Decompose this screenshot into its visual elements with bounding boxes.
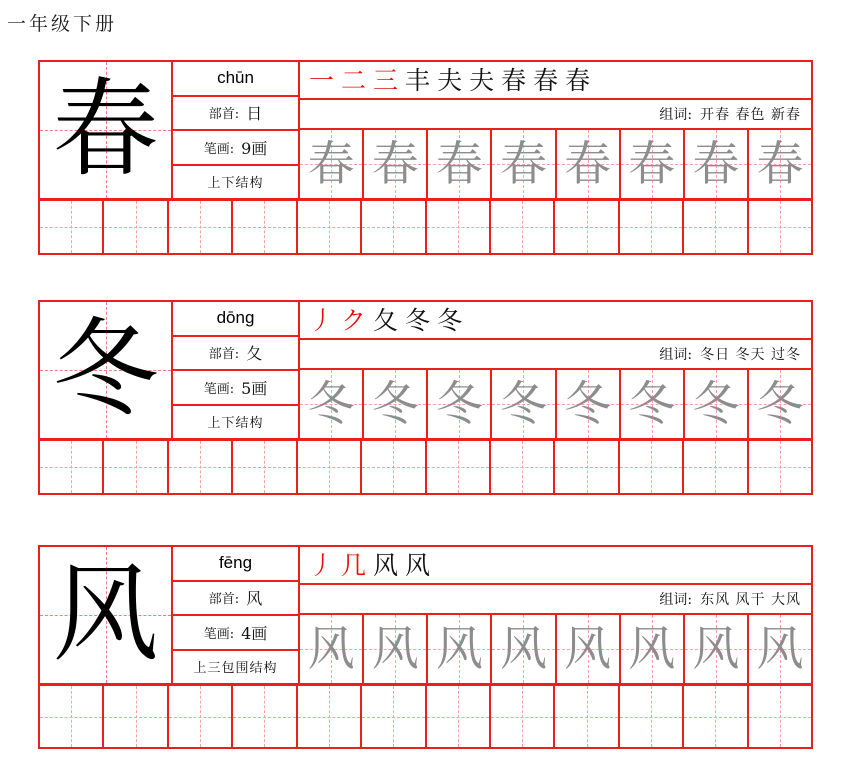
horizontal-guideline: [169, 227, 231, 228]
character-block: [38, 60, 813, 255]
empty-cell: [231, 201, 295, 253]
trace-character: 风: [499, 621, 547, 677]
horizontal-guideline: [104, 717, 166, 718]
page-title: 一年级下册: [7, 13, 118, 35]
trace-practice-row: [300, 613, 811, 683]
trace-character: 春: [692, 136, 740, 192]
structure-text: 上下结构: [173, 164, 298, 199]
trace-character: 春: [499, 136, 547, 192]
stroke-step: 一: [309, 65, 335, 95]
stroke-step: 风: [405, 550, 431, 580]
horizontal-guideline: [555, 227, 617, 228]
radical-row: [173, 580, 298, 615]
horizontal-guideline: [40, 467, 102, 468]
trace-character: 风: [692, 621, 740, 677]
horizontal-guideline: [620, 717, 682, 718]
stroke-step: 三: [373, 65, 399, 95]
trace-character: 风: [435, 621, 483, 677]
trace-cell: [683, 615, 747, 683]
trace-cell: [300, 615, 362, 683]
trace-cell: [362, 370, 426, 438]
empty-cell: [489, 201, 553, 253]
horizontal-guideline: [684, 717, 746, 718]
trace-cell: [747, 130, 811, 198]
character-block: [38, 300, 813, 495]
radical-value: 风: [246, 589, 263, 609]
trace-cell: [426, 130, 490, 198]
stroke-count-row: [173, 129, 298, 164]
pinyin-text: fēng: [218, 553, 253, 573]
horizontal-guideline: [620, 467, 682, 468]
horizontal-guideline: [298, 227, 360, 228]
horizontal-guideline: [40, 227, 102, 228]
stroke-count-label: 笔画:: [203, 381, 235, 397]
block-main-row: [40, 302, 811, 438]
horizontal-guideline: [491, 467, 553, 468]
stroke-count-value: 9画: [241, 138, 268, 158]
horizontal-guideline: [362, 227, 424, 228]
empty-cell: [102, 441, 166, 493]
stroke-step: 夂: [373, 305, 399, 335]
empty-cell: [425, 201, 489, 253]
stroke-step: 丿: [309, 305, 335, 335]
trace-character: 冬: [564, 376, 612, 432]
empty-cell: [360, 686, 424, 747]
empty-cell: [40, 686, 102, 747]
stroke-step: 夫: [437, 65, 463, 95]
block-main-row: [40, 62, 811, 198]
trace-cell: [300, 130, 362, 198]
stroke-step: 几: [341, 550, 367, 580]
trace-character: 冬: [307, 376, 355, 432]
trace-cell: [619, 130, 683, 198]
empty-cell: [167, 686, 231, 747]
stroke-count-label: 笔画:: [203, 626, 235, 642]
structure-text: 上三包围结构: [173, 649, 298, 684]
trace-character: 冬: [499, 376, 547, 432]
trace-cell: [426, 370, 490, 438]
empty-cell: [167, 441, 231, 493]
empty-practice-row: [40, 438, 811, 493]
radical-row: [173, 95, 298, 130]
stroke-step: 丿: [309, 550, 335, 580]
horizontal-guideline: [298, 717, 360, 718]
radical-label: 部首:: [208, 107, 240, 123]
horizontal-guideline: [620, 227, 682, 228]
empty-cell: [425, 441, 489, 493]
info-column: [171, 302, 298, 438]
trace-cell: [426, 615, 490, 683]
horizontal-guideline: [362, 717, 424, 718]
horizontal-guideline: [427, 227, 489, 228]
horizontal-guideline: [427, 717, 489, 718]
empty-cell: [360, 201, 424, 253]
trace-character: 冬: [692, 376, 740, 432]
stroke-count-value: 5画: [241, 378, 268, 398]
horizontal-guideline: [749, 467, 811, 468]
main-character-cell: [40, 547, 171, 683]
words-row: [300, 338, 811, 368]
words-list: 冬日 冬天 过冬: [700, 347, 801, 363]
horizontal-guideline: [104, 227, 166, 228]
horizontal-guideline: [684, 227, 746, 228]
horizontal-guideline: [233, 467, 295, 468]
trace-practice-row: [300, 368, 811, 438]
trace-cell: [490, 370, 554, 438]
empty-cell: [682, 201, 746, 253]
empty-cell: [296, 441, 360, 493]
horizontal-guideline: [555, 717, 617, 718]
empty-cell: [747, 686, 811, 747]
trace-cell: [362, 130, 426, 198]
structure-text: 上下结构: [173, 404, 298, 439]
stroke-step: 春: [501, 65, 527, 95]
horizontal-guideline: [749, 227, 811, 228]
main-character: 风: [52, 553, 159, 676]
words-row: [300, 583, 811, 613]
words-label: 组词:: [659, 592, 693, 608]
empty-practice-row: [40, 198, 811, 253]
trace-character: 春: [371, 136, 419, 192]
words-list: 开春 春色 新春: [700, 107, 801, 123]
trace-character: 风: [756, 621, 804, 677]
horizontal-guideline: [298, 467, 360, 468]
character-block: [38, 545, 813, 749]
trace-cell: [747, 370, 811, 438]
horizontal-guideline: [684, 467, 746, 468]
empty-cell: [553, 686, 617, 747]
trace-cell: [683, 130, 747, 198]
empty-cell: [553, 441, 617, 493]
main-character-cell: [40, 302, 171, 438]
empty-cell: [102, 686, 166, 747]
trace-character: 冬: [756, 376, 804, 432]
words-label: 组词:: [659, 107, 693, 123]
horizontal-guideline: [40, 717, 102, 718]
empty-cell: [489, 441, 553, 493]
horizontal-guideline: [233, 717, 295, 718]
trace-character: 冬: [435, 376, 483, 432]
right-column: [298, 62, 811, 198]
trace-practice-row: [300, 128, 811, 198]
horizontal-guideline: [555, 467, 617, 468]
empty-cell: [682, 441, 746, 493]
trace-cell: [490, 130, 554, 198]
empty-cell: [167, 201, 231, 253]
pinyin-text: dōng: [216, 308, 255, 328]
stroke-step: 春: [565, 65, 591, 95]
words-row: [300, 98, 811, 128]
stroke-count-label: 笔画:: [203, 141, 235, 157]
empty-cell: [682, 686, 746, 747]
empty-cell: [102, 201, 166, 253]
main-character: 冬: [52, 308, 159, 431]
trace-character: 春: [564, 136, 612, 192]
empty-cell: [231, 686, 295, 747]
horizontal-guideline: [169, 717, 231, 718]
trace-character: 风: [371, 621, 419, 677]
stroke-order-row: [300, 302, 811, 338]
stroke-step: 春: [533, 65, 559, 95]
stroke-step: ク: [341, 305, 367, 335]
radical-value: 日: [246, 104, 263, 124]
stroke-count-row: [173, 369, 298, 404]
stroke-step: 夫: [469, 65, 495, 95]
horizontal-guideline: [491, 717, 553, 718]
right-column: [298, 302, 811, 438]
empty-cell: [40, 441, 102, 493]
stroke-step: 二: [341, 65, 367, 95]
trace-cell: [555, 370, 619, 438]
radical-label: 部首:: [208, 347, 240, 363]
empty-cell: [360, 441, 424, 493]
stroke-order-row: [300, 547, 811, 583]
horizontal-guideline: [169, 467, 231, 468]
right-column: [298, 547, 811, 683]
radical-label: 部首:: [208, 592, 240, 608]
block-main-row: [40, 547, 811, 683]
radical-value: 夂: [246, 344, 263, 364]
trace-cell: [747, 615, 811, 683]
main-character-cell: [40, 62, 171, 198]
empty-cell: [40, 201, 102, 253]
horizontal-guideline: [104, 467, 166, 468]
stroke-step: 丰: [405, 65, 431, 95]
empty-cell: [296, 686, 360, 747]
stroke-count-row: [173, 614, 298, 649]
pinyin-text: chūn: [217, 68, 254, 88]
trace-character: 春: [756, 136, 804, 192]
trace-character: 风: [628, 621, 676, 677]
empty-cell: [296, 201, 360, 253]
info-column: [171, 547, 298, 683]
horizontal-guideline: [749, 717, 811, 718]
trace-character: 冬: [628, 376, 676, 432]
trace-cell: [683, 370, 747, 438]
info-column: [171, 62, 298, 198]
trace-cell: [300, 370, 362, 438]
stroke-step: 风: [373, 550, 399, 580]
trace-character: 春: [307, 136, 355, 192]
main-character: 春: [52, 68, 159, 191]
empty-cell: [553, 201, 617, 253]
empty-cell: [231, 441, 295, 493]
empty-cell: [618, 441, 682, 493]
stroke-step: 冬: [405, 305, 431, 335]
horizontal-guideline: [491, 227, 553, 228]
words-list: 东风 风干 大风: [700, 592, 801, 608]
trace-cell: [555, 615, 619, 683]
empty-cell: [618, 201, 682, 253]
trace-character: 风: [307, 621, 355, 677]
trace-cell: [362, 615, 426, 683]
empty-cell: [747, 201, 811, 253]
empty-cell: [618, 686, 682, 747]
empty-cell: [489, 686, 553, 747]
empty-practice-row: [40, 683, 811, 747]
trace-character: 春: [628, 136, 676, 192]
trace-cell: [619, 615, 683, 683]
trace-cell: [619, 370, 683, 438]
empty-cell: [425, 686, 489, 747]
trace-character: 冬: [371, 376, 419, 432]
trace-cell: [555, 130, 619, 198]
trace-character: 风: [564, 621, 612, 677]
horizontal-guideline: [362, 467, 424, 468]
stroke-step: 冬: [437, 305, 463, 335]
words-label: 组词:: [659, 347, 693, 363]
stroke-count-value: 4画: [241, 623, 268, 643]
stroke-order-row: [300, 62, 811, 98]
trace-character: 春: [435, 136, 483, 192]
horizontal-guideline: [233, 227, 295, 228]
horizontal-guideline: [427, 467, 489, 468]
trace-cell: [490, 615, 554, 683]
empty-cell: [747, 441, 811, 493]
radical-row: [173, 335, 298, 370]
